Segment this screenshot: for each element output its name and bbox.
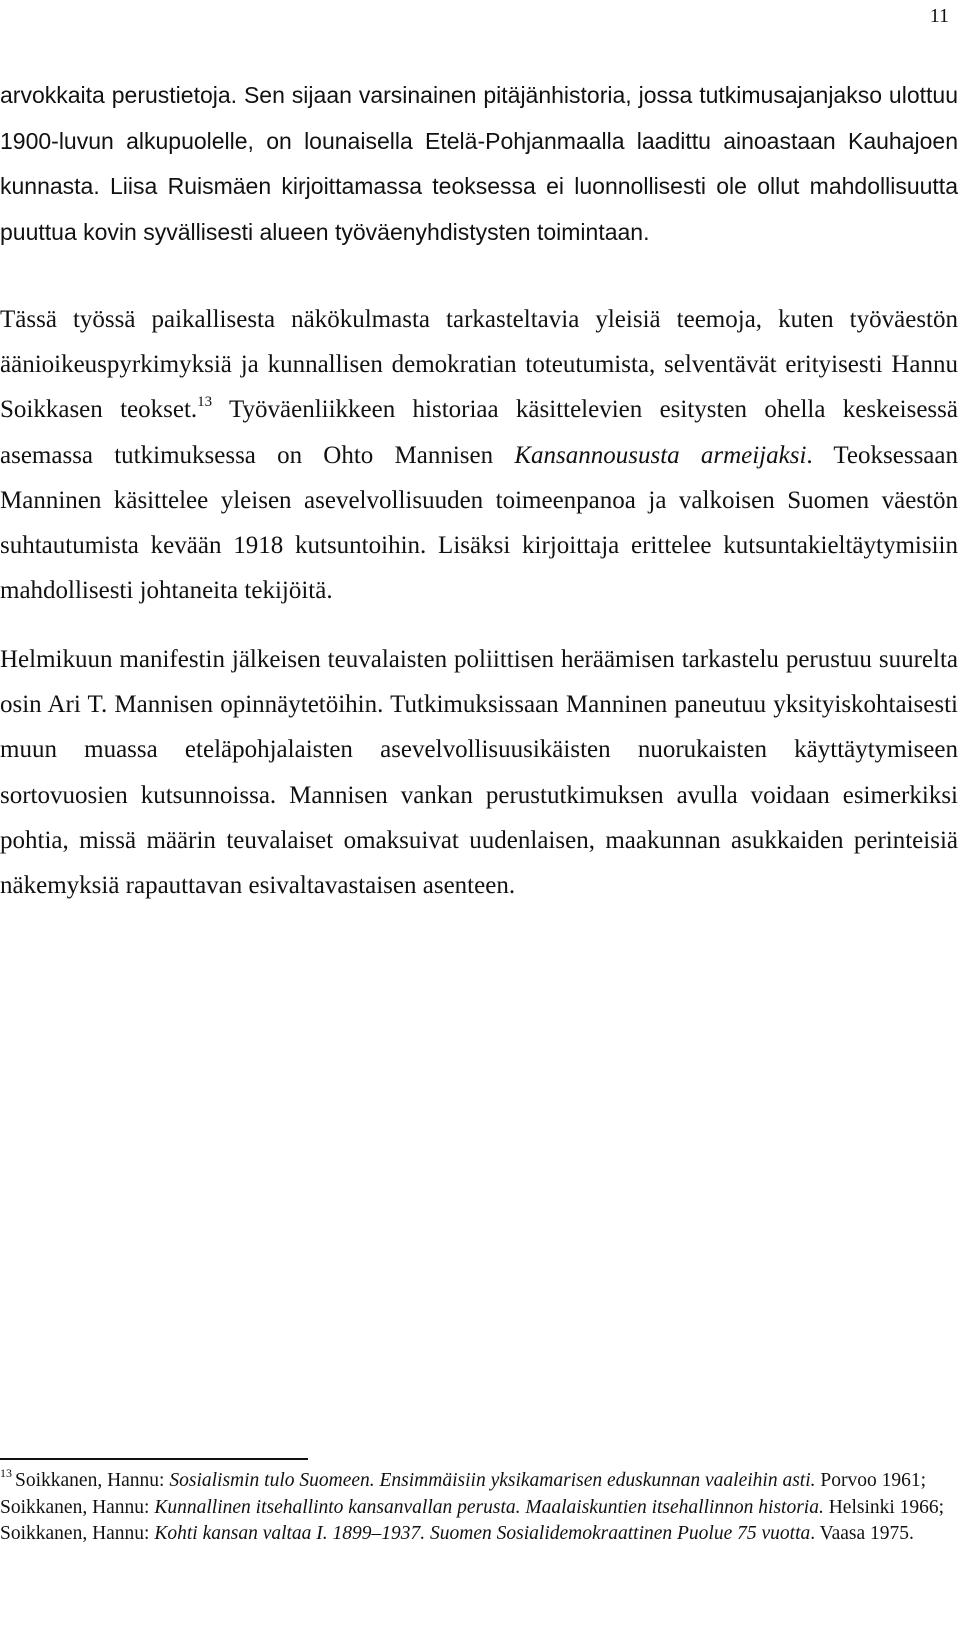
footnote-title-1: Sosialismin tulo Suomeen. Ensimmäisiin yksikamarisen eduskunnan vaaleihin asti. — [169, 1470, 816, 1491]
paragraph-2-text-1: Tässä työssä paikallisesta näkökulmasta tarkasteltavia yleisiä teemoja, kuten työväestön äänioikeuspyrkimyksiä ja kunnallisen demokratian toteutumista, selventävät erityisesti Hannu Soikkasen teokset. — [0, 306, 958, 424]
footnote-title-2: Kunnallinen itsehallinto kansanvallan perusta. Maalaiskuntien itsehallinnon historia. — [154, 1496, 824, 1518]
footnote-text-4: . Vaasa 1975. — [810, 1523, 914, 1544]
paragraph-2-text-2: Työväenliikkeen historiaa käsittelevien esitysten ohella keskeisessä asemassa tutkimuksessa on Ohto Mannisen — [0, 396, 958, 469]
footnote-separator — [0, 1458, 308, 1460]
paragraph-2 — [0, 297, 958, 613]
footnote-number: 13 — [0, 1466, 12, 1480]
footnote-text-3: Helsinki 1966; Soikkanen, Hannu: — [0, 1496, 945, 1544]
paragraph-3: Helmikuun manifestin jälkeisen teuvalaisten poliittisen heräämisen tarkastelu perustuu suurelta osin Ari T. Mannisen opinnäytetöihin. Tutkimuksissaan Manninen paneutuu yksityiskohtaisesti muun muassa eteläpohjalaisten asevelvollisuusikäisten nuorukaisten käyttäytymiseen sortovuosien kutsunnoissa. Mannisen vankan perustutkimuksen avulla voidaan esimerkiksi pohtia, missä määrin teuvalaiset omaksuivat uudenlaisen, maakunnan asukkaiden perinteisiä näkemyksiä rapauttavan esivaltavastaisen asenteen. — [0, 646, 958, 900]
book-title-kansannoususta-armeijaksi: Kansannoususta armeijaksi — [514, 441, 807, 469]
footnote-reference-13: 13 — [197, 394, 213, 411]
footnote-text-2: Porvoo 1961; Soikkanen, Hannu: — [0, 1470, 927, 1518]
page-number: 11 — [929, 5, 949, 27]
footnote-13 — [0, 1468, 958, 1548]
paragraph-1: arvokkaita perustietoja. Sen sijaan varsinainen pitäjänhistoria, jossa tutkimusajanjakso ulottuu 1900-luvun alkupuolelle, on lounaisella Etelä-Pohjanmaalla laadittu ainoastaan Kauhajoen kunnasta. Liisa Ruismäen kirjoittamassa teoksessa ei luonnollisesti ole ollut mahdollisuutta puuttua kovin syvällisesti alueen työväenyhdistysten toimintaan. — [0, 82, 958, 246]
footnote-text-1: Soikkanen, Hannu: — [15, 1470, 170, 1491]
paragraph-2-text-3: . Teoksessaan Manninen käsittelee yleisen asevelvollisuuden toimeenpanoa ja valkoisen Suomen väestön suhtautumista kevään 1918 kutsuntoihin. Lisäksi kirjoittaja erittelee kutsuntakieltäytymisiin mahdollisesti johtaneita tekijöitä. — [0, 441, 958, 605]
footnote-title-3: Kohti kansan valtaa I. 1899–1937. Suomen Sosialidemokraattinen Puolue 75 vuotta — [154, 1523, 811, 1544]
